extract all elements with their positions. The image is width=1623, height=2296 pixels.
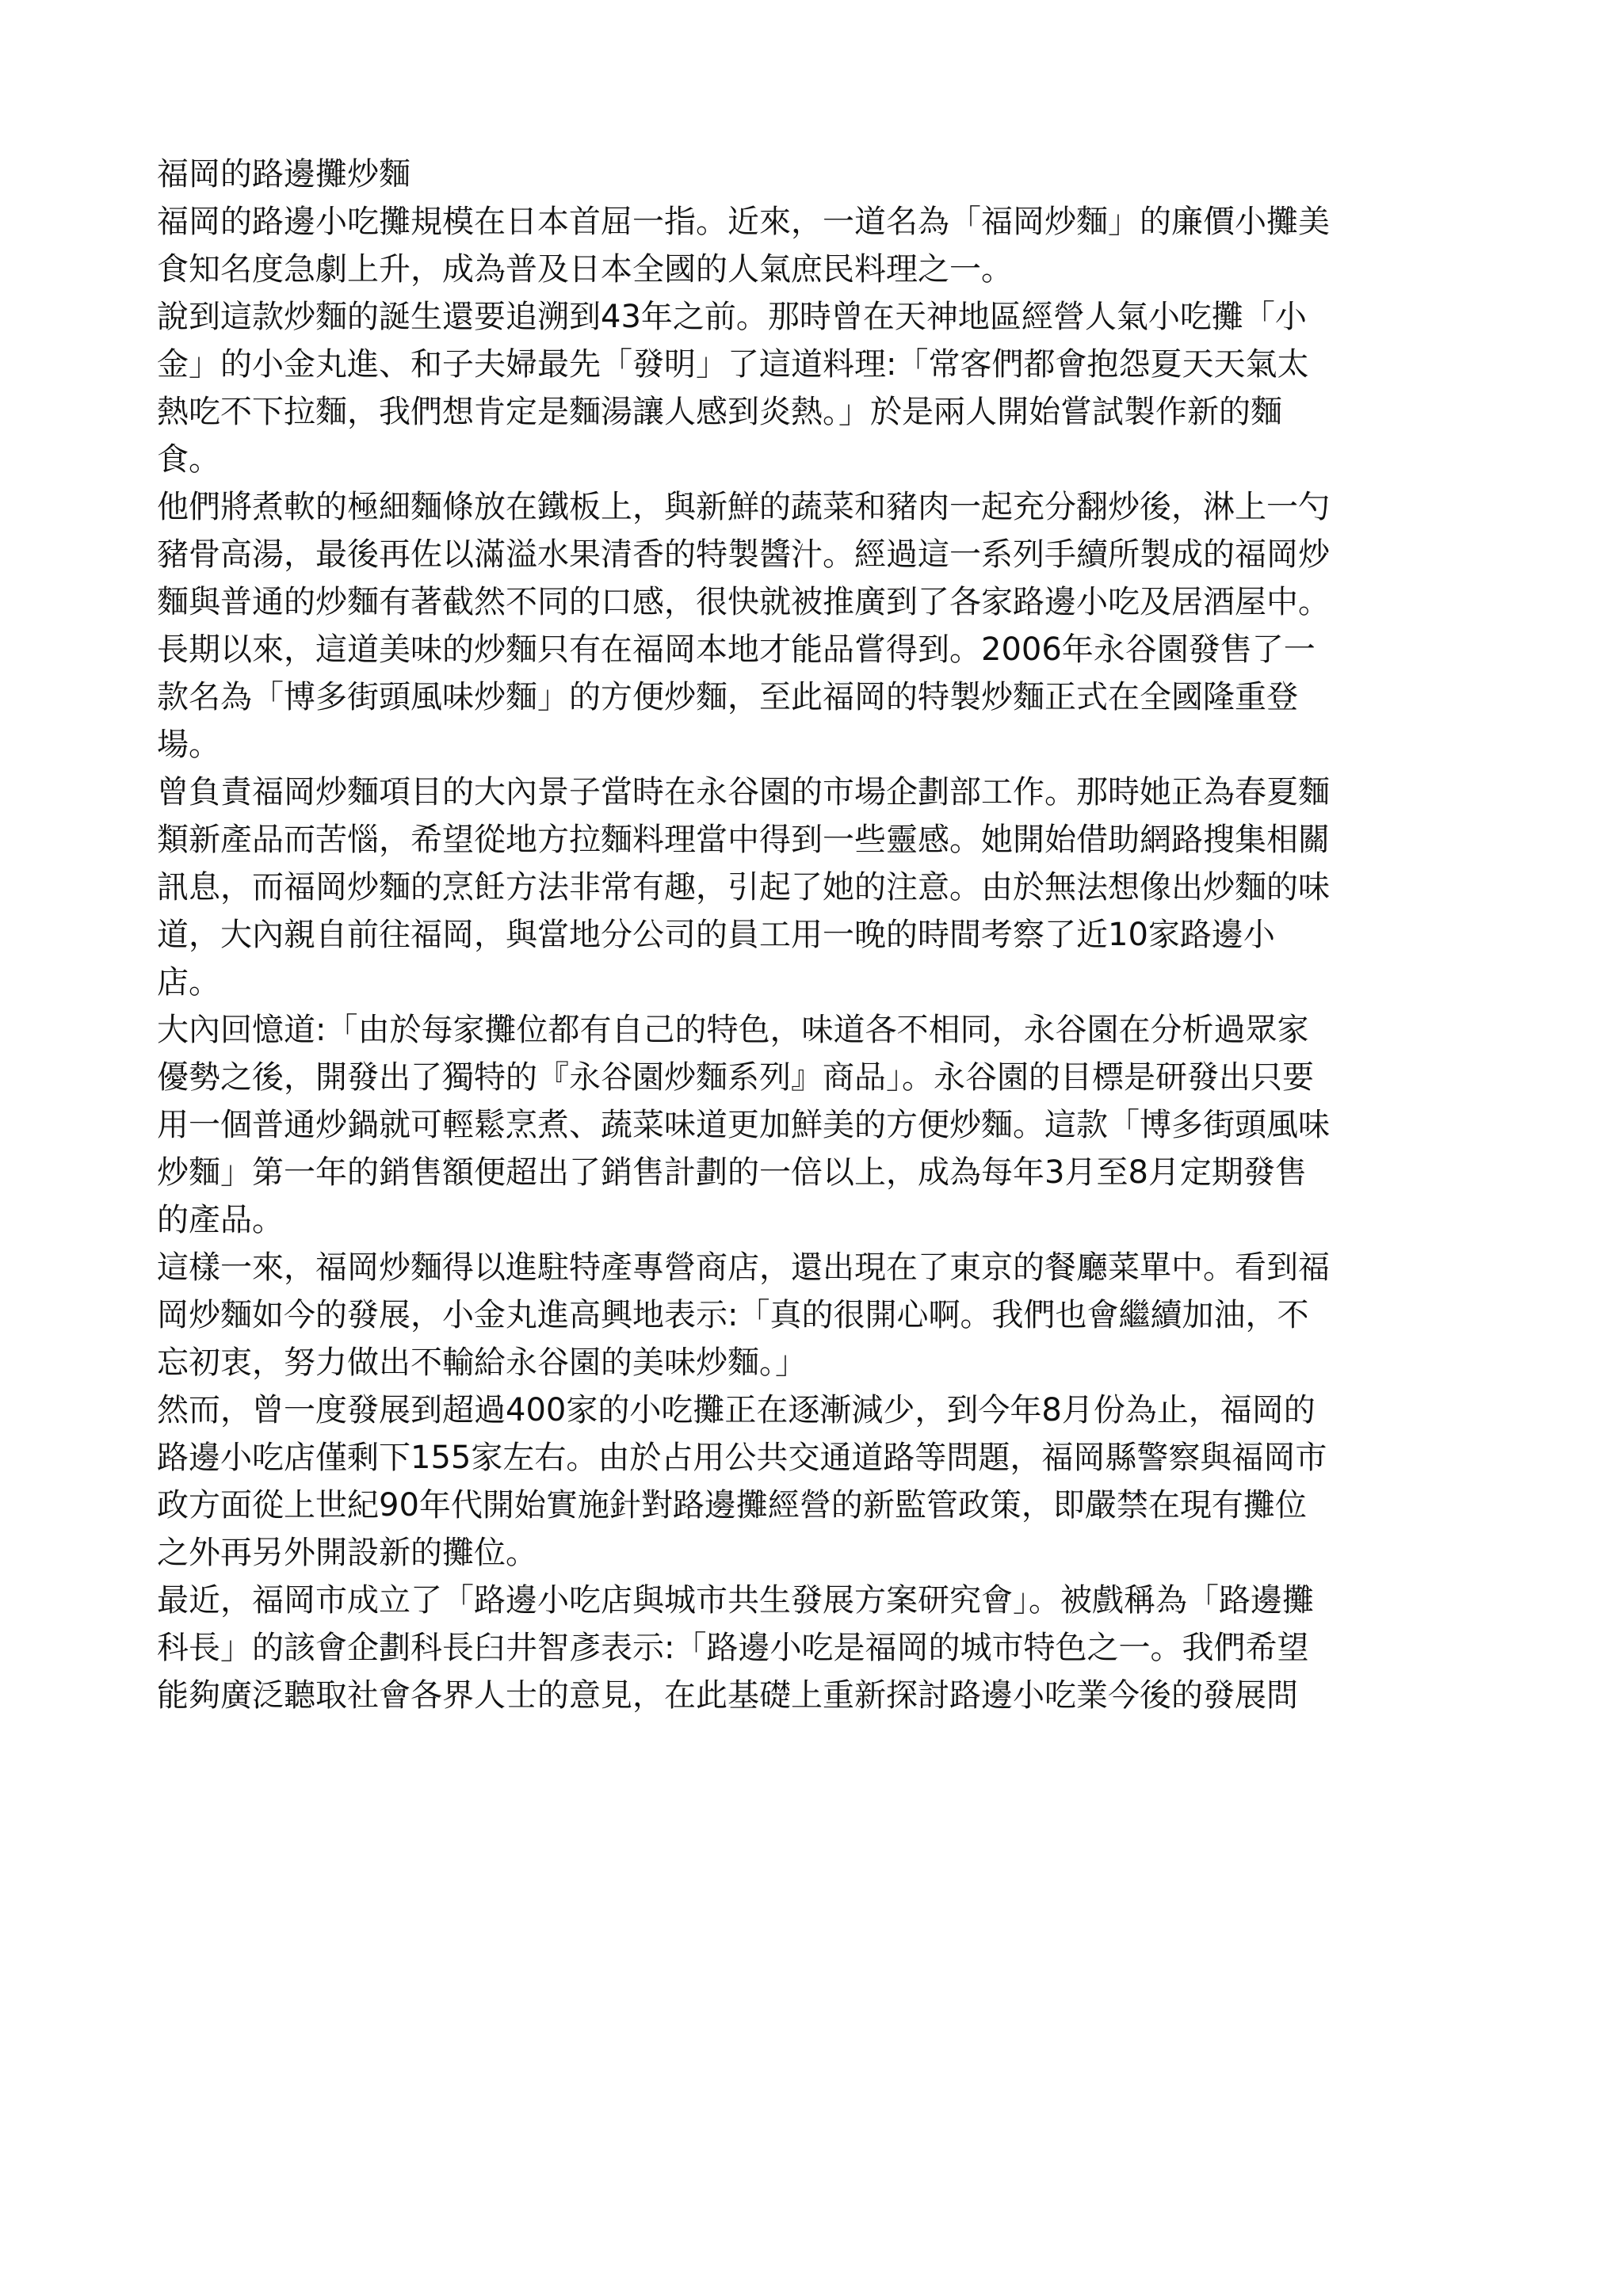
paragraph-line: 食知名度急劇上升，成為普及日本全國的人氣庶民料理之一。 [157, 251, 1013, 288]
paragraph-line: 福岡的路邊小吃攤規模在日本首屈一指。近來，一道名為「福岡炒麵」的廉價小攤美 [157, 204, 1330, 240]
paragraph-4 [157, 626, 1476, 769]
paragraph-line: 科長」的該會企劃科長臼井智彥表示:「路邊小吃是福岡的城市特色之一。我們希望 [157, 1630, 1309, 1666]
document-title: 福岡的路邊攤炒麵 [157, 156, 411, 193]
paragraph-line: 食。 [157, 441, 220, 478]
paragraph-line: 曾負責福岡炒麵項目的大內景子當時在永谷園的市場企劃部工作。那時她正為春夏麵 [157, 774, 1330, 810]
paragraph-line: 最近，福岡市成立了「路邊小吃店與城市共生發展方案研究會」。被戲稱為「路邊攤 [157, 1582, 1314, 1619]
paragraph-line: 類新產品而苦惱，希望從地方拉麵料理當中得到一些靈感。她開始借助網路搜集相關 [157, 822, 1330, 858]
paragraph-line: 他們將煮軟的極細麵條放在鐵板上，與新鮮的蔬菜和豬肉一起充分翻炒後，淋上一勺 [157, 489, 1330, 525]
paragraph-8 [157, 1386, 1476, 1577]
paragraph-9 [157, 1577, 1476, 1719]
paragraph-line: 的產品。 [157, 1202, 284, 1238]
paragraph-line: 訊息，而福岡炒麵的烹飪方法非常有趣，引起了她的注意。由於無法想像出炒麵的味 [157, 869, 1330, 906]
paragraph-line: 能夠廣泛聽取社會各界人士的意見，在此基礎上重新探討路邊小吃業今後的發展問 [157, 1677, 1298, 1714]
paragraph-line: 政方面從上世紀90年代開始實施針對路邊攤經營的新監管政策，即嚴禁在現有攤位 [157, 1487, 1307, 1524]
paragraph-5 [157, 769, 1476, 1006]
paragraph-line: 岡炒麵如今的發展，小金丸進高興地表示:「真的很開心啊。我們也會繼續加油，不 [157, 1297, 1309, 1333]
paragraph-line: 這樣一來，福岡炒麵得以進駐特產專營商店，還出現在了東京的餐廳菜單中。看到福 [157, 1249, 1330, 1286]
paragraph-line: 用一個普通炒鍋就可輕鬆烹煮、蔬菜味道更加鮮美的方便炒麵。這款「博多街頭風味 [157, 1107, 1330, 1143]
paragraph-line: 之外再另外開設新的攤位。 [157, 1535, 537, 1571]
paragraph-2 [157, 293, 1476, 483]
paragraph-7 [157, 1244, 1476, 1386]
paragraph-3 [157, 483, 1476, 626]
paragraph-line: 豬骨高湯，最後再佐以滿溢水果清香的特製醬汁。經過這一系列手續所製成的福岡炒 [157, 536, 1330, 573]
paragraph-line: 大內回憶道:「由於每家攤位都有自己的特色，味道各不相同，永谷園在分析過眾家 [157, 1012, 1309, 1048]
paragraph-line: 然而，曾一度發展到超過400家的小吃攤正在逐漸減少，到今年8月份為止，福岡的 [157, 1392, 1316, 1428]
paragraph-line: 說到這款炒麵的誕生還要追溯到43年之前。那時曾在天神地區經營人氣小吃攤「小 [157, 299, 1307, 335]
paragraph-line: 路邊小吃店僅剩下155家左右。由於占用公共交通道路等問題，福岡縣警察與福岡市 [157, 1440, 1327, 1476]
paragraph-line: 店。 [157, 964, 220, 1001]
paragraph-line: 優勢之後，開發出了獨特的『永谷園炒麵系列』商品」。永谷園的目標是研發出只要 [157, 1059, 1314, 1096]
paragraph-1 [157, 198, 1476, 293]
paragraph-line: 道，大內親自前往福岡，與當地分公司的員工用一晚的時間考察了近10家路邊小 [157, 917, 1275, 953]
paragraph-line: 麵與普通的炒麵有著截然不同的口感，很快就被推廣到了各家路邊小吃及居酒屋中。 [157, 584, 1330, 620]
paragraph-line: 場。 [157, 727, 220, 763]
paragraph-line: 款名為「博多街頭風味炒麵」的方便炒麵，至此福岡的特製炒麵正式在全國隆重登 [157, 679, 1298, 715]
paragraph-line: 長期以來，這道美味的炒麵只有在福岡本地才能品嘗得到。2006年永谷園發售了一 [157, 631, 1316, 668]
paragraph-line: 金」的小金丸進、和子夫婦最先「發明」了這道料理:「常客們都會抱怨夏天天氣太 [157, 346, 1309, 383]
paragraph-6 [157, 1006, 1476, 1244]
paragraph-line: 熱吃不下拉麵，我們想肯定是麵湯讓人感到炎熱。」於是兩人開始嘗試製作新的麵 [157, 394, 1282, 430]
paragraph-line: 忘初衷，努力做出不輸給永谷園的美味炒麵。」 [157, 1344, 807, 1381]
paragraph-line: 炒麵」第一年的銷售額便超出了銷售計劃的一倍以上，成為每年3月至8月定期發售 [157, 1154, 1307, 1191]
document-page [157, 151, 1476, 1719]
